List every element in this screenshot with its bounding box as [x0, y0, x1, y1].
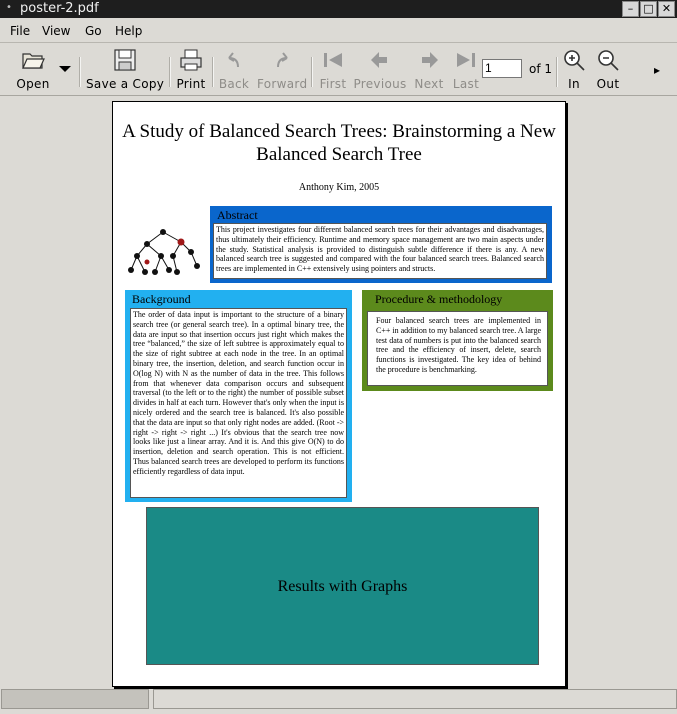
chevron-down-icon[interactable]: [58, 65, 72, 73]
previous-label: Previous: [353, 77, 407, 91]
background-text: The order of data input is important to the structure of a binary search tree (or general search tree). In a optimal binary tree, the data are input so that insertion occurs just right which makes the tree “balanced,” the size of left subtree is approximately equal to the size of right subtree at each node in the tree. In an optimal binary tree, the insertion, deletion, and search function occur in O(log N) with N as the number of data in the tree. This follows from that whenever data comparison occurs and subsequent traversal (to the left or to the right) the number of possible subset divides in half at each turn. However that's only when the input is nicely ordered and the search tree is balanced. It's also possible that the data are input so that only right nodes are added. (Root -> right -> right -> right ...) It's obvious that the search tree now looks like just a linear array. And it is. And this give O(N) to do insertion, deletion and search operation. This is not efficient. Thus balanced search trees are developed to perform its functions efficiently regardless of data input.: [130, 308, 347, 498]
last-label: Last: [452, 77, 480, 91]
procedure-heading: Procedure & methodology: [375, 292, 503, 306]
background-section: [125, 290, 352, 502]
abstract-section: [210, 206, 552, 283]
zoom-in-icon: [561, 47, 587, 73]
toolbar-separator: [212, 57, 214, 87]
menu-help[interactable]: Help: [115, 24, 143, 38]
results-section: [146, 507, 539, 665]
close-button[interactable]: ✕: [658, 1, 675, 17]
folder-open-icon: [20, 47, 46, 73]
toolbar-overflow-arrow-icon[interactable]: ▸: [654, 63, 661, 77]
abstract-text: This project investigates four different balanced search trees for their advantages and disadvantages, thus ultimately their efficiency. Runtime and memory space management are two main aspects under the study. Statistical analysis is provided to distinguish subtle difference if there is any. A new balanced search tree is suggested and compared with the four balanced search trees. Balanced search trees are implemented in C++ extensively using pointers and structs.: [213, 223, 547, 279]
window-title: poster-2.pdf: [20, 1, 99, 16]
back-arrow-icon: [221, 47, 247, 73]
zoom-in-label: In: [568, 77, 580, 91]
back-label: Back: [218, 77, 250, 91]
status-panel-right: [153, 689, 677, 709]
forward-button[interactable]: [257, 47, 307, 91]
previous-arrow-icon: [367, 47, 393, 73]
zoom-out-label: Out: [596, 77, 620, 91]
minimize-button[interactable]: –: [622, 1, 639, 17]
open-label: Open: [16, 77, 50, 91]
tree-diagram-image: [125, 222, 205, 284]
window-menu-icon[interactable]: •: [6, 2, 12, 13]
print-label: Print: [176, 77, 206, 91]
print-button[interactable]: [174, 47, 208, 91]
save-copy-button[interactable]: [86, 47, 164, 91]
menubar: [0, 20, 677, 43]
toolbar-separator: [169, 57, 171, 87]
next-label: Next: [414, 77, 444, 91]
menu-go[interactable]: Go: [85, 24, 102, 38]
menu-file[interactable]: File: [10, 24, 31, 38]
poster-author: Anthony Kim, 2005: [298, 182, 380, 193]
last-page-button[interactable]: [450, 47, 482, 91]
abstract-heading: Abstract: [217, 208, 258, 222]
forward-label: Forward: [257, 77, 308, 91]
first-label: First: [319, 77, 347, 91]
back-button[interactable]: [216, 47, 252, 91]
save-disk-icon: [112, 47, 138, 73]
procedure-section: [362, 290, 553, 391]
poster-title: A Study of Balanced Search Trees: Brainstorming a New Balanced Search Tree: [122, 121, 556, 165]
background-heading: Background: [132, 292, 191, 306]
forward-arrow-icon: [269, 47, 295, 73]
first-page-icon: [320, 47, 346, 73]
last-page-icon: [453, 47, 479, 73]
toolbar-separator: [556, 57, 558, 87]
zoom-out-button[interactable]: [594, 47, 622, 91]
page-number-input[interactable]: [482, 59, 522, 78]
zoom-out-icon: [595, 47, 621, 73]
toolbar-separator: [79, 57, 81, 87]
open-button[interactable]: [14, 47, 52, 91]
save-copy-label: Save a Copy: [86, 77, 165, 91]
menu-view[interactable]: View: [42, 24, 71, 38]
previous-page-button[interactable]: [352, 47, 408, 91]
maximize-button[interactable]: □: [640, 1, 657, 17]
first-page-button[interactable]: [317, 47, 349, 91]
toolbar-separator: [311, 57, 313, 87]
next-page-button[interactable]: [413, 47, 445, 91]
next-arrow-icon: [416, 47, 442, 73]
zoom-in-button[interactable]: [560, 47, 588, 91]
procedure-text: Four balanced search trees are implemented in C++ in addition to my balanced search tree. A large test data of numbers is put into the balanced search tree and the efficiency of insert, delete, search functions is investigated. The key idea of behind the procedure is benchmarking.: [367, 311, 548, 386]
page-count-label: of 1: [529, 62, 553, 76]
printer-icon: [178, 47, 204, 73]
pdf-page: [112, 101, 566, 687]
window-titlebar: [0, 0, 677, 18]
results-label: Results with Graphs: [277, 578, 408, 595]
toolbar: [0, 43, 677, 96]
status-panel-left: [1, 689, 149, 709]
